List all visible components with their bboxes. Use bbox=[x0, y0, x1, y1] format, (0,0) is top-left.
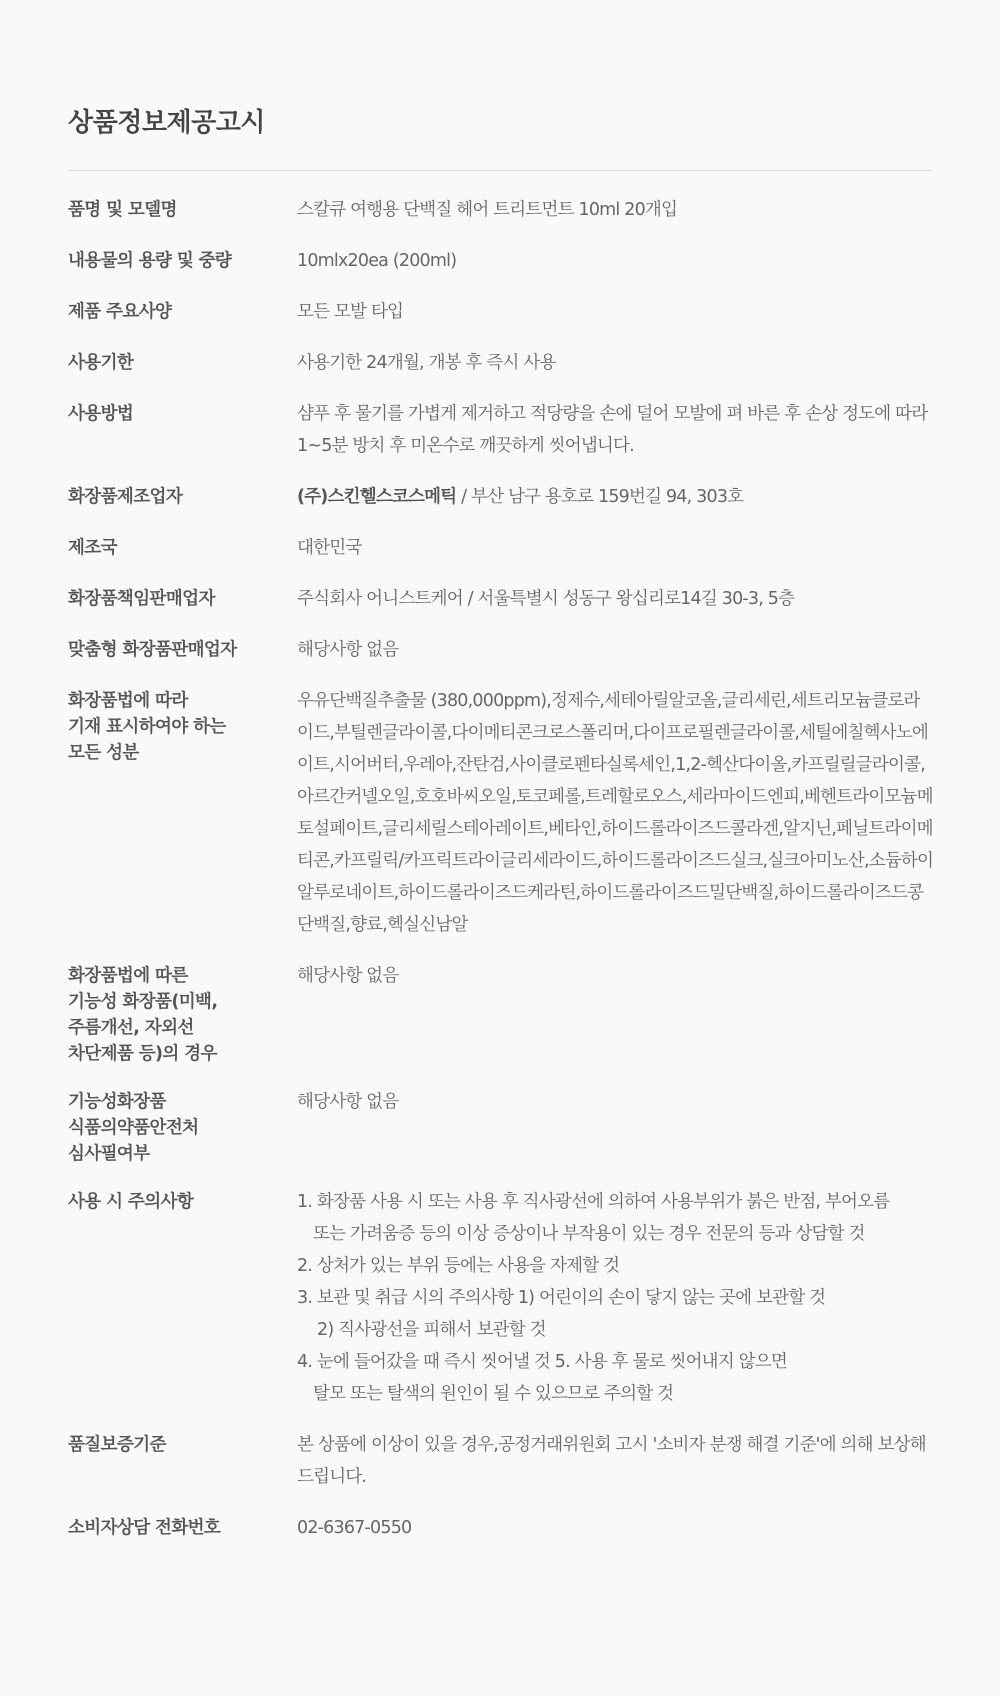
row-value: 사용기한 24개월, 개봉 후 즉시 사용 bbox=[297, 353, 556, 373]
row-value: 해당사항 없음 bbox=[297, 966, 399, 986]
info-row-spec bbox=[68, 299, 932, 328]
row-value: 해당사항 없음 bbox=[297, 1092, 399, 1112]
row-label: 사용방법 bbox=[68, 404, 134, 424]
row-label: 품질보증기준 bbox=[68, 1435, 166, 1455]
page-title: 상품정보제공고시 bbox=[68, 108, 265, 138]
row-value: 샴푸 후 물기를 가볍게 제거하고 적당량을 손에 덜어 모발에 펴 바른 후 손상 정도에 따라 1~5분 방치 후 미온수로 깨끗하게 씻어냅니다. bbox=[297, 404, 928, 456]
info-row-product-name bbox=[68, 197, 932, 226]
row-label: 제조국 bbox=[68, 538, 117, 558]
title-divider bbox=[68, 170, 932, 171]
info-row-quality bbox=[68, 1432, 932, 1493]
row-value: 해당사항 없음 bbox=[297, 640, 399, 660]
info-row-expiry bbox=[68, 350, 932, 379]
info-row-custom-seller bbox=[68, 637, 932, 666]
row-value: 본 상품에 이상이 있을 경우,공정거래위원회 고시 '소비자 분쟁 해결 기준'에 의해 보상해드립니다. bbox=[297, 1435, 926, 1487]
row-label: 소비자상담 전화번호 bbox=[68, 1518, 221, 1538]
row-value: 주식회사 어니스트케어 / 서울특별시 성동구 왕십리로14길 30-3, 5층 bbox=[297, 589, 795, 609]
info-row-usage bbox=[68, 401, 932, 462]
row-value: 10mlx20ea (200ml) bbox=[297, 251, 457, 271]
row-label: 기능성화장품 식품의약품안전처 심사필여부 bbox=[68, 1092, 199, 1164]
row-value: 02-6367-0550 bbox=[297, 1518, 412, 1538]
info-row-seller bbox=[68, 586, 932, 615]
info-table bbox=[68, 197, 932, 1544]
row-label: 화장품책임판매업자 bbox=[68, 589, 215, 609]
row-value: 대한민국 bbox=[297, 538, 362, 558]
row-value bbox=[297, 1186, 934, 1410]
info-row-ingredients bbox=[68, 688, 932, 941]
caution-line: 2) 직사광선을 피해서 보관할 것 bbox=[317, 1320, 546, 1340]
info-row-review bbox=[68, 1089, 932, 1167]
info-row-cautions bbox=[68, 1189, 932, 1410]
caution-line: 또는 가려움증 등의 이상 증상이나 부작용이 있는 경우 전문의 등과 상담할 것 bbox=[313, 1224, 865, 1244]
info-row-phone bbox=[68, 1515, 932, 1544]
caution-line: 1. 화장품 사용 시 또는 사용 후 직사광선에 의하여 사용부위가 붉은 반점, 부어오름 bbox=[297, 1192, 890, 1212]
caution-line: 3. 보관 및 취급 시의 주의사항 1) 어린이의 손이 닿지 않는 곳에 보관할 것 bbox=[297, 1288, 826, 1308]
row-label: 내용물의 용량 및 중량 bbox=[68, 251, 232, 271]
row-value: 우유단백질추출물 (380,000ppm),정제수,세테아릴알코올,글리세린,세트리모늄클로라이드,부틸렌글라이콜,다이메티콘크로스폴리머,다이프로필렌글라이콜,세틸에칠헥사노에이트,시어버터,우레아,잔탄검,사이클로펜타실록세인,1,2-헥산다이올,카프릴릴글라이콜,아르간커넬오일,호호바씨오일,토코페롤,트레할로오스,세라마이드엔피,베헨트라이모늄메토설페이트,글리세릴스테아레이트,베타인,하이드롤라이즈드콜라겐,알지닌,페닐트라이메티콘,카프릴릭/카프릭트라이글리세라이드,하이드롤라이즈드실크,실크아미노산,소듐하이알루로네이트,하이드롤라이즈드케라틴,하이드롤라이즈드밀단백질,하이드롤라이즈드콩단백질,향료,헥실신남알 bbox=[297, 691, 934, 935]
manufacturer-address: / 부산 남구 용호로 159번길 94, 303호 bbox=[456, 487, 744, 507]
row-label: 화장품제조업자 bbox=[68, 487, 183, 507]
info-row-manufacturer bbox=[68, 484, 932, 513]
info-row-volume bbox=[68, 248, 932, 277]
caution-line: 탈모 또는 탈색의 원인이 될 수 있으므로 주의할 것 bbox=[313, 1384, 674, 1404]
row-label: 화장품법에 따른 기능성 화장품(미백, 주름개선, 자외선 차단제품 등)의 경우 bbox=[68, 966, 218, 1064]
caution-line: 2. 상처가 있는 부위 등에는 사용을 자제할 것 bbox=[297, 1256, 620, 1276]
caution-line: 4. 눈에 들어갔을 때 즉시 씻어낼 것 5. 사용 후 물로 씻어내지 않으면 bbox=[297, 1352, 787, 1372]
row-label: 사용기한 bbox=[68, 353, 134, 373]
manufacturer-name: (주)스킨헬스코스메틱 bbox=[297, 487, 457, 507]
row-value bbox=[297, 481, 934, 513]
row-label: 사용 시 주의사항 bbox=[68, 1192, 194, 1212]
info-row-country bbox=[68, 535, 932, 564]
row-label: 맞춤형 화장품판매업자 bbox=[68, 640, 237, 660]
row-value: 스칼큐 여행용 단백질 헤어 트리트먼트 10ml 20개입 bbox=[297, 200, 678, 220]
row-value: 모든 모발 타입 bbox=[297, 302, 404, 322]
row-label: 화장품법에 따라 기재 표시하여야 하는 모든 성분 bbox=[68, 691, 226, 763]
row-label: 제품 주요사양 bbox=[68, 302, 172, 322]
row-label: 품명 및 모델명 bbox=[68, 200, 177, 220]
info-row-functional bbox=[68, 963, 932, 1067]
